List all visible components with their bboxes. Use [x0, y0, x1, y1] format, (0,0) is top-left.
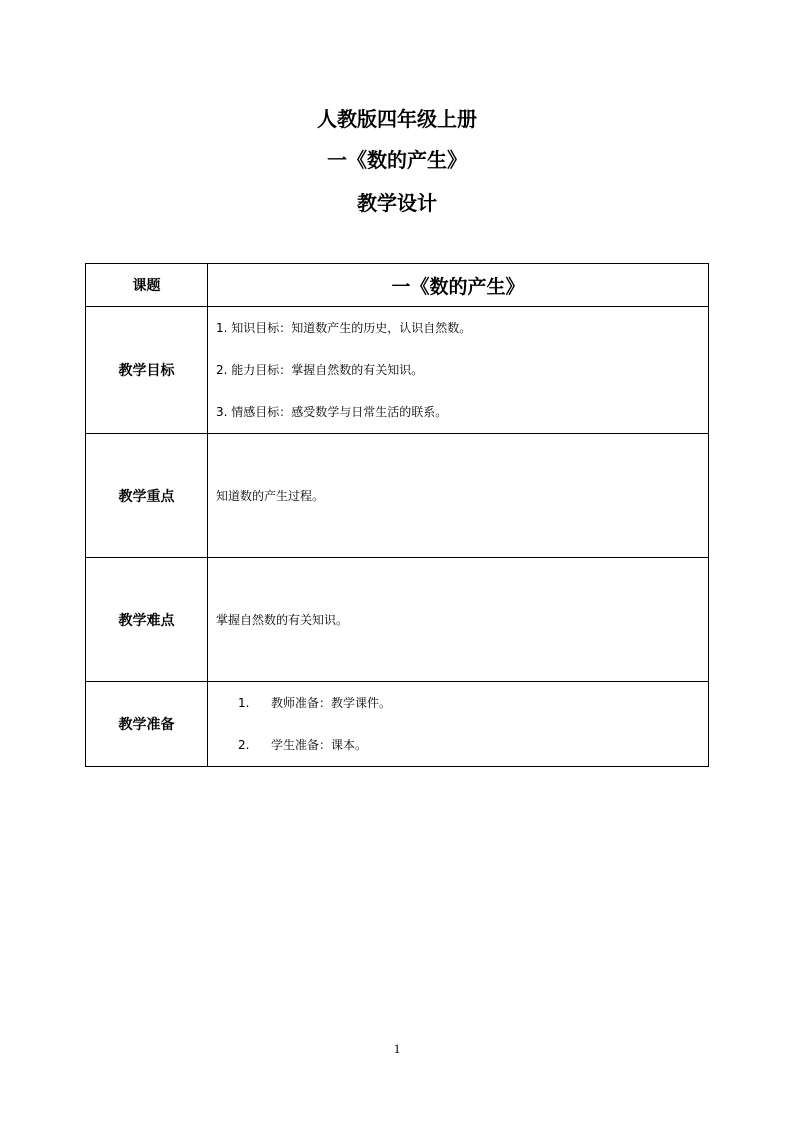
difficulties-label: 教学难点	[86, 558, 208, 682]
preparation-label: 教学准备	[86, 682, 208, 767]
preparation-item-number: 2.	[238, 738, 250, 752]
table-row	[86, 682, 709, 767]
goals-content	[208, 307, 709, 434]
preparation-item	[208, 682, 708, 724]
difficulties-content	[208, 558, 709, 682]
preparation-item	[208, 724, 708, 766]
preparation-content	[208, 682, 709, 767]
goal-item: 3. 情感目标：感受数学与日常生活的联系。	[216, 405, 448, 419]
preparation-item-text: 学生准备：课本。	[271, 738, 368, 752]
document-subtitle: 教学设计	[357, 191, 437, 215]
table-row	[86, 558, 709, 682]
lesson-title: 一《数的产生》	[327, 148, 467, 172]
goals-label: 教学目标	[86, 307, 208, 434]
goal-item: 2. 能力目标：掌握自然数的有关知识。	[216, 363, 424, 377]
difficulties-text: 掌握自然数的有关知识。	[216, 613, 349, 627]
preparation-item-number: 1.	[238, 696, 250, 710]
goal-item: 1. 知识目标：知道数产生的历史，认识自然数。	[216, 321, 472, 335]
lesson-plan-table	[85, 263, 709, 767]
key-points-content	[208, 434, 709, 558]
document-title: 人教版四年级上册	[317, 107, 477, 131]
table-row	[86, 264, 709, 307]
key-points-text: 知道数的产生过程。	[216, 489, 325, 503]
key-points-label: 教学重点	[86, 434, 208, 558]
topic-value: 一《数的产生》	[208, 264, 709, 307]
page-number: 1	[393, 1041, 401, 1056]
preparation-item-text: 教师准备：教学课件。	[271, 696, 392, 710]
topic-label: 课题	[86, 264, 208, 307]
table-row	[86, 307, 709, 434]
table-row	[86, 434, 709, 558]
